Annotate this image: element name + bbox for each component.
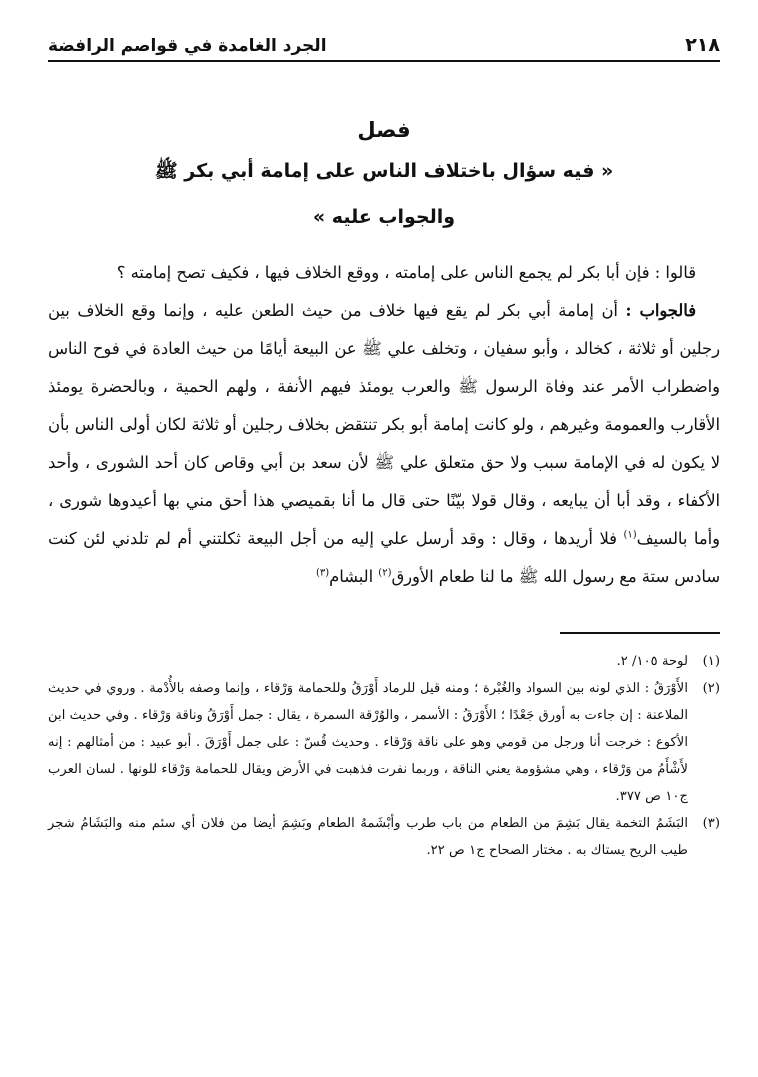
footnote-1 xyxy=(48,648,720,675)
answer-text-1: أن إمامة أبي بكر لم يقع فيها خلاف من حيث الطعن عليه ، وإنما وقع الخلاف بين رجلين أو ثلاثة ، كخالد ، وأبو سفيان ، وتخلف علي ﷺ عن البيعة أيامًا من حيث العادة في فوح الناس واضطراب الأمر عند وفاة الرسول ﷺ والعرب يومئذ فيهم الأنفة ، ولهم الحمية ، وبالحضرة يومئذ الأقارب والعمومة وغيرهم ، ولو كانت إمامة أبو بكر تنتقض بخلاف رجلين أو ثلاثة لكان أولى الناس بأن لا يكون له في الإمامة سبب ولا حق متعلق علي ﷺ لأن سعد بن أبي وقاص كان أحد الشورى ، وأحد الأكفاء ، وقد أبا أن يبايعه ، وقال قولا بيّنًا حتى قال ما أنا بقميصي هذا أحق مني بها أعيدوها شورى ، وأما بالسيف xyxy=(48,301,720,548)
footnote-ref-3[interactable]: (٣) xyxy=(315,567,330,579)
footnote-text: لوحة ١٠٥/ ٢. xyxy=(616,654,688,669)
answer-text-3: البشام xyxy=(329,567,374,586)
answer-text-2: فلا أريدها ، وقال : وقد أرسل علي إليه من أجل البيعة ثكلتني أم لم تلدني لئن كنت سادس ستة مع رسول الله ﷺ ما لنا طعام الأورق xyxy=(48,529,720,586)
footnote-ref-1[interactable]: (١) xyxy=(623,529,637,541)
footnote-divider xyxy=(560,632,720,634)
question-paragraph: قالوا : فإن أبا بكر لم يجمع الناس على إمامته ، ووقع الخلاف فيها ، فكيف تصح إمامته ؟ xyxy=(116,263,696,282)
footnote-text: البَشَمُ التخمة يقال بَشِمَ من الطعام من باب طرب وأبْشَمهُ الطعام وبَشِمَ أيضا من فلان أي سئم منه والبَشَامُ شجر طيب الريح يستاك به . مختار الصحاح ج١ ص ٢٢. xyxy=(48,816,688,858)
running-title: الجرد الغامدة في قواصم الرافضة xyxy=(48,36,327,56)
answer-paragraph xyxy=(48,292,720,596)
answer-lead: فالجواب : xyxy=(625,301,696,320)
section-title-line1: « فيه سؤال باختلاف الناس على إمامة أبي بكر ﷺ xyxy=(154,160,614,182)
footnote-number: (٣) xyxy=(702,816,720,831)
footnote-ref-2[interactable]: (٢) xyxy=(378,567,392,579)
page-header xyxy=(48,30,720,62)
footnote-text: الأَوْرَقُ : الذي لونه بين السواد والغُبْرة ؛ ومنه قيل للرماد أَوْرَقُ وللحمامة وَرْقاء ، وإنما وصفه بالأُدْمة . وروي في حديث الملاعنة : إن جاءت به أورق جَعْدًا ؛ الأَوْرَقُ : الأسمر ، والوُرْقة السمرة ، يقال : جمل أَوْرَقُ وناقة وَرْقاء . وفي حديث ابن الأكوع : خرجت أنا ورجل من قومي وهو على ناقة وَرْقاء . وحديث قُسّ : على جمل أَوْرَقَ . أبو عبيد : من أمثالهم : إنه لأَشْأَمُ من وَرْقاء ، وهي مشؤومة يعني الناقة ، وربما نفرت فذهبت في الأرض ويقال للحمامة وَرْقاء للونها . لسان العرب ج١٠ ص ٣٧٧. xyxy=(48,681,688,804)
body-text xyxy=(48,254,720,596)
footnote-3 xyxy=(48,810,720,864)
footnote-2 xyxy=(48,675,720,810)
section-heading-word: فصل xyxy=(357,118,411,142)
footnotes xyxy=(48,648,720,864)
page-number: ٢١٨ xyxy=(685,34,720,56)
section-title xyxy=(48,148,720,240)
book-page xyxy=(48,30,720,864)
section-title-line2: والجواب عليه » xyxy=(312,206,456,228)
footnote-number: (١) xyxy=(702,654,720,669)
footnote-number: (٢) xyxy=(702,681,720,696)
section-heading xyxy=(48,118,720,142)
